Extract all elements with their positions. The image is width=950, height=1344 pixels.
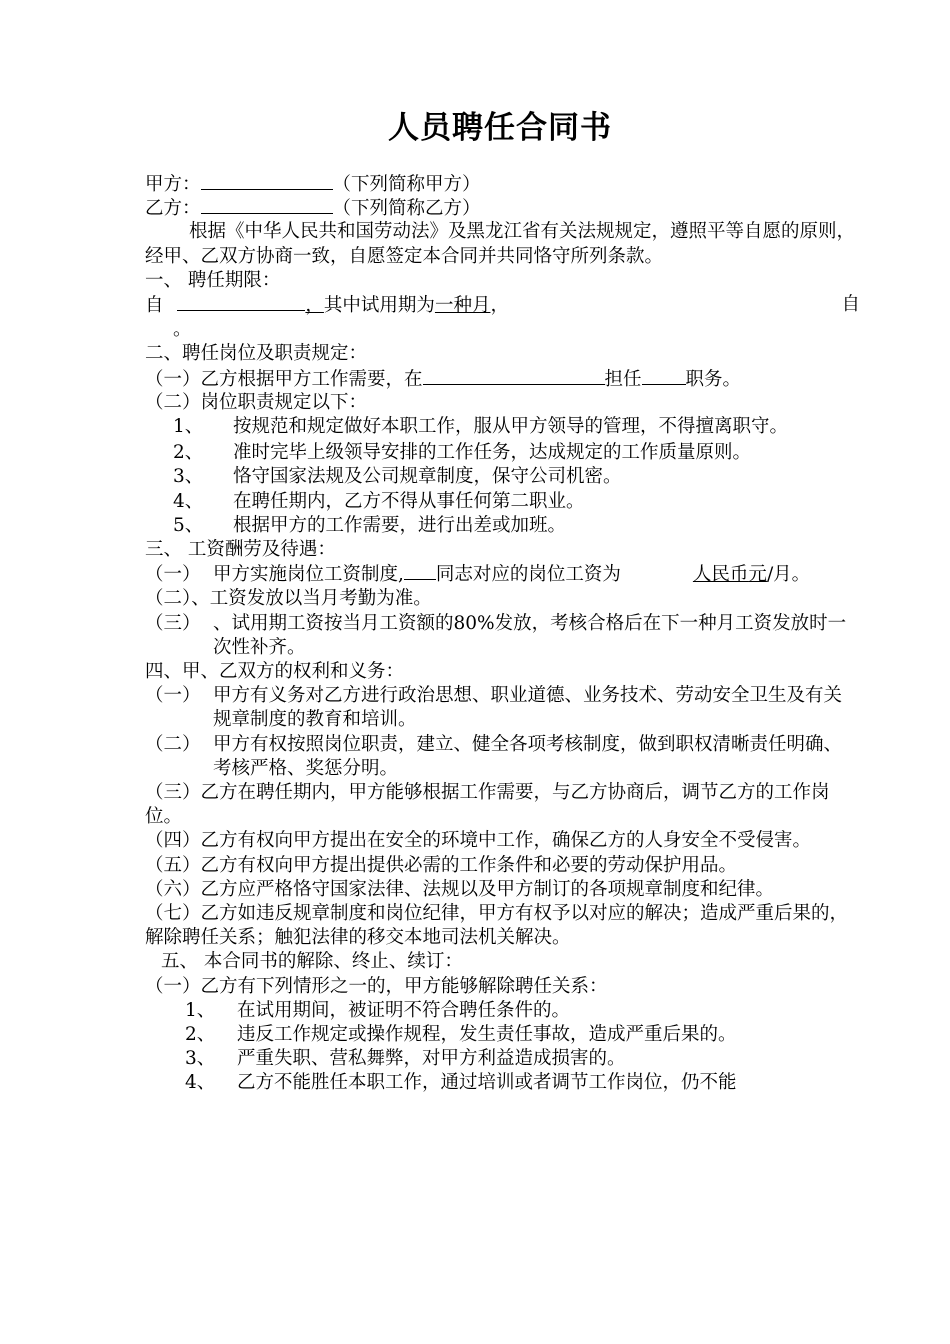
duty-num: 5、 xyxy=(173,514,204,536)
duty-num: 1、 xyxy=(173,415,204,437)
duty-text: 在聘任期内，乙方不得从事任何第二职业。 xyxy=(233,490,585,512)
reason-num: 2、 xyxy=(185,1023,216,1045)
salary-item-3-text: 、试用期工资按当月工资额的80%发放，考核合格后在下一种月工资发放时一次性补齐。 xyxy=(213,612,847,658)
termination-reason xyxy=(145,999,860,1023)
salary-item-3 xyxy=(145,612,860,660)
termination-reason xyxy=(145,1023,860,1047)
period-from2-label: 自 xyxy=(841,293,860,315)
party-b-label: 乙方： xyxy=(145,198,201,220)
party-a-note: （下列简称甲方） xyxy=(332,174,481,195)
salary-item-3-num: （三） xyxy=(145,612,201,634)
reason-text: 在试用期间，被证明不符合聘任条件的。 xyxy=(237,999,571,1021)
probation-value: 一种月 xyxy=(434,294,491,316)
rights-item: （五）乙方有权向甲方提出提供必需的工作条件和必要的劳动保护用品。 xyxy=(145,854,738,876)
rights-item-num: （一） xyxy=(145,685,201,707)
duty-item xyxy=(145,441,860,465)
salary-item-a: 甲方实施岗位工资制度, xyxy=(213,564,404,586)
termination-reason xyxy=(145,1047,860,1071)
reason-text: 违反工作规定或操作规程，发生责任事故，造成严重后果的。 xyxy=(237,1023,737,1045)
period-from-label: 自 xyxy=(145,294,164,316)
duty-num: 2、 xyxy=(173,442,204,464)
period-end: 。 xyxy=(173,319,192,341)
reason-num: 3、 xyxy=(185,1048,216,1070)
salary-currency: 人民币 xyxy=(692,564,749,586)
salary-item-b: 同志对应的岗位工资为 xyxy=(435,564,621,586)
duty-text: 恪守国家法规及公司规章制度，保守公司机密。 xyxy=(233,466,622,488)
section2-item1-c: 职务。 xyxy=(685,368,742,390)
section2-item1 xyxy=(145,367,860,391)
period-line xyxy=(145,293,860,318)
page-title: 人员聘任合同书 xyxy=(388,110,612,146)
salary-per-month: /月。 xyxy=(766,564,811,586)
party-a-line xyxy=(145,172,860,196)
preamble: 根据《中华人民共和国劳动法》及黑龙江省有关法规规定，遵照平等自愿的原则，经甲、乙双方协商一致，自愿签定本合同并共同恪守所列条款。 xyxy=(145,221,856,267)
reason-num: 1、 xyxy=(185,999,216,1021)
party-b-note: （下列简称乙方） xyxy=(332,198,481,220)
duty-text: 按规范和规定做好本职工作，服从甲方领导的管理，不得擅离职守。 xyxy=(233,415,789,437)
position-blank xyxy=(642,367,686,385)
rights-item: （六）乙方应严格恪守国家法律、法规以及甲方制订的各项规章制度和纪律。 xyxy=(145,878,775,900)
rights-item: （四）乙方有权向甲方提出在安全的环境中工作，确保乙方的人身安全不受侵害。 xyxy=(145,830,812,852)
section4-heading: 四、甲、乙双方的权利和义务： xyxy=(145,660,405,682)
contract-body xyxy=(145,172,860,1096)
reason-num: 4、 xyxy=(185,1072,216,1094)
rights-item-text: 甲方有权按照岗位职责，建立、健全各项考核制度，做到职权清晰责任明确、考核严格、奖惩分明。 xyxy=(213,733,843,779)
rights-item: （七）乙方如违反规章制度和岗位纪律，甲方有权予以对应的解决；造成严重后果的，解除聘任关系；触犯法律的移交本地司法机关解决。 xyxy=(145,902,849,949)
section2-heading: 二、聘任岗位及职责规定： xyxy=(145,343,368,365)
section1-heading: 一、 聘任期限： xyxy=(145,269,281,291)
rights-item xyxy=(145,733,860,781)
rights-item-text: 甲方有义务对乙方进行政治思想、职业道德、业务技术、劳动安全卫生及有关规章制度的教育和培训。 xyxy=(213,685,843,731)
termination-intro: （一）乙方有下列情形之一的，甲方能够解除聘任关系： xyxy=(145,975,608,997)
reason-text: 严重失职、营私舞弊，对甲方利益造成损害的。 xyxy=(237,1048,626,1070)
duty-item xyxy=(145,490,860,514)
salary-unit: 元 xyxy=(748,564,767,586)
duty-item xyxy=(145,465,860,489)
salary-item-num: （一） xyxy=(145,564,201,586)
party-b-line xyxy=(145,196,860,220)
reason-text: 乙方不能胜任本职工作，通过培训或者调节工作岗位，仍不能 xyxy=(237,1072,737,1094)
termination-reason xyxy=(145,1071,860,1095)
salary-item xyxy=(145,562,860,587)
duty-item xyxy=(145,415,860,439)
salary-item-2: （二）、工资发放以当月考勤为准。 xyxy=(145,588,432,610)
party-a-label: 甲方： xyxy=(145,174,201,195)
department-blank xyxy=(423,367,605,385)
section2-item1-b: 担任 xyxy=(604,368,642,390)
party-a-blank xyxy=(201,172,333,190)
section5-heading: 五、 本合同书的解除、终止、续订： xyxy=(161,951,463,973)
employee-name-blank xyxy=(404,562,436,580)
probation-text: 其中试用期为 xyxy=(323,294,435,316)
rights-item-num: （二） xyxy=(145,733,201,755)
rights-item xyxy=(145,684,860,732)
probation-end: ， xyxy=(490,294,509,316)
duty-item xyxy=(145,514,860,538)
party-b-blank xyxy=(201,196,333,214)
duty-text: 准时完毕上级领导安排的工作任务，达成规定的工作质量原则。 xyxy=(233,442,752,464)
period-comma: ， xyxy=(305,294,324,316)
period-start-blank xyxy=(177,293,305,311)
rights-item: （三）乙方在聘任期内，甲方能够根据工作需要，与乙方协商后，调节乙方的工作岗位。 xyxy=(145,781,830,828)
duty-num: 3、 xyxy=(173,466,204,488)
section3-heading: 三、 工资酬劳及待遇： xyxy=(145,538,336,560)
duty-text: 根据甲方的工作需要，进行出差或加班。 xyxy=(233,514,567,536)
section2-item1-a: （一）乙方根据甲方工作需要，在 xyxy=(145,368,423,390)
duty-num: 4、 xyxy=(173,490,204,512)
section2-item2: （二）岗位职责规定以下： xyxy=(145,391,368,413)
